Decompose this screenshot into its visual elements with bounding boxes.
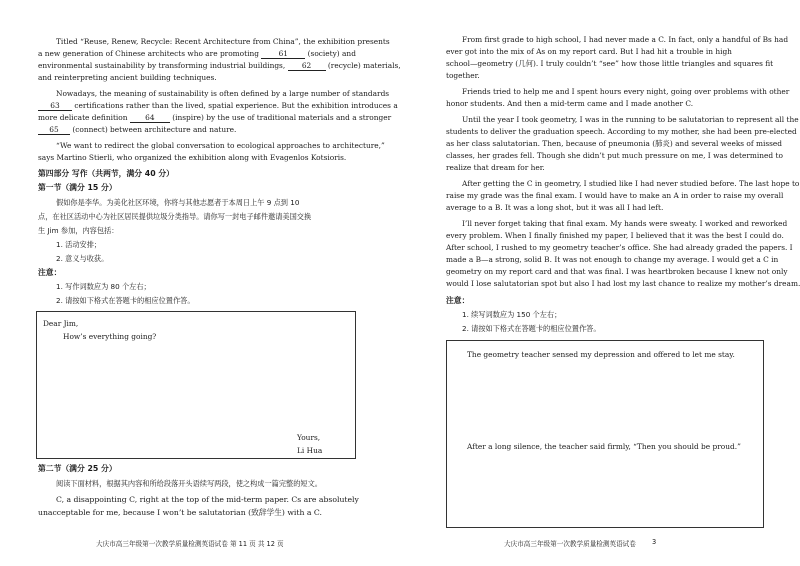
page-footer: 大庆市高三年级第一次教学质量检测英语试卷 第 11 页 共 12 页 <box>96 540 284 548</box>
section-heading: 第一节（满分 15 分） <box>38 183 117 192</box>
passage-line: 65 (connect) between architecture and nature. <box>38 124 236 135</box>
blank-65[interactable]: 65 <box>38 125 70 135</box>
passage-line: a new generation of Chinese architects who are promoting 61 (society) and <box>38 49 356 58</box>
note-item: 2. 请按如下格式在答题卡的相应位置作答。 <box>462 324 601 333</box>
page-footer: 大庆市高三年级第一次教学质量检测英语试卷 <box>504 540 636 548</box>
part-heading: 第四部分 写作（共两节，满分 40 分） <box>38 169 174 178</box>
page-number: 3 <box>652 538 657 546</box>
passage-line: school—geometry (几何). I truly couldn’t “see” how those little triangles and squares fit <box>446 59 774 68</box>
blank-61[interactable]: 61 <box>261 49 305 59</box>
task-line: 阅读下面材料，根据其内容和所给段落开头语续写两段，使之构成一篇完整的短文。 <box>56 479 322 488</box>
passage-line: “We want to redirect the global conversation to ecological approaches to architecture,” <box>56 141 385 150</box>
blank-62[interactable]: 62 <box>288 61 326 71</box>
letter-closing: Yours, <box>297 433 321 442</box>
story-line: C, a disappointing C, right at the top of the mid-term paper. Cs are absolutely <box>56 495 359 504</box>
story-line: unacceptable for me, because I won’t be salutatorian (致辞学生) with a C. <box>38 508 322 517</box>
blank-63[interactable]: 63 <box>38 101 72 111</box>
note-item: 1. 写作词数应为 80 个左右； <box>56 282 151 291</box>
passage-line: together. <box>446 71 480 80</box>
task-line: 假如你是李华。为美化社区环境，你将与其他志愿者于本周日上午 9 点到 10 <box>56 198 300 207</box>
task-item: 1. 活动安排； <box>56 240 102 249</box>
passage-line: 63 certifications rather than the lived, spatial experience. But the exhibition introduces a <box>38 100 398 111</box>
passage-line: Nowadays, the meaning of sustainability is often defined by a large number of standards <box>56 89 390 98</box>
note-item: 2. 请按如下格式在答题卡的相应位置作答。 <box>56 296 195 305</box>
blank-64[interactable]: 64 <box>130 113 170 123</box>
continuation-answer-box[interactable] <box>446 340 764 528</box>
section-heading: 第二节（满分 25 分） <box>38 464 117 473</box>
passage-line: students to deliver the graduation speech. According to my mother, she had been pre-elected <box>446 127 797 136</box>
passage-line: Until the year I took geometry, I was in the running to be salutatorian to represent all the <box>462 115 799 124</box>
passage-line: every problem. When I finally finished my paper, I believed that it was the best I could do. <box>446 231 784 240</box>
letter-signature: Li Hua <box>297 446 323 455</box>
passage-line: as her class salutatorian. Then, because of pneumonia (肺炎) and several weeks of missed <box>446 139 783 148</box>
passage-line: made a B—a strong, solid B. It was not enough to change my average. I would get a C in <box>446 255 779 264</box>
passage-line: and reinterpreting ancient building techniques. <box>38 73 217 82</box>
letter-opening: How’s everything going? <box>63 332 157 341</box>
note-heading: 注意： <box>446 296 470 305</box>
paragraph-starter-1: The geometry teacher sensed my depression and offered to let me stay. <box>467 350 735 359</box>
note-item: 1. 续写词数应为 150 个左右； <box>462 310 562 319</box>
passage-line: classes, her grades fell. Though she didn’t put much pressure on me, I was determined to <box>446 151 783 160</box>
passage-line: Titled “Reuse, Renew, Recycle: Recent Architecture from China”, the exhibition presents <box>56 37 390 46</box>
passage-line: environmental sustainability by transforming industrial buildings, 62 (recycle) materials, <box>38 61 401 70</box>
task-line: 点，在社区活动中心为社区居民提供垃圾分类指导。请你写一封电子邮件邀请美国交换 <box>38 212 312 221</box>
passage-line: geometry on my report card and that was final. I was heartbroken because I knew not only <box>446 267 788 276</box>
passage-line: realize that dream for her. <box>446 163 545 172</box>
passage-line: raise my grade was the final exam. I would have to make an A in order to raise my overall <box>446 191 784 200</box>
task-line: 生 Jim 参加，内容包括： <box>38 226 119 235</box>
passage-line: I’ll never forget taking that final exam. My hands were sweaty. I worked and reworked <box>462 219 788 228</box>
paragraph-starter-2: After a long silence, the teacher said firmly, “Then you should be proud.” <box>467 442 741 451</box>
letter-greeting: Dear Jim, <box>43 319 79 328</box>
task-item: 2. 意义与收获。 <box>56 254 109 263</box>
passage-line: After school, I rushed to my geometry teacher’s office. She had already graded the papers. I <box>446 243 793 252</box>
passage-line: From first grade to high school, I had never made a C. In fact, only a handful of Bs had <box>462 35 789 44</box>
passage-line: ever got into the mix of As on my report card. But I had hit a trouble in high <box>446 47 732 56</box>
passage-line: more delicate definition 64 (inspire) by the use of traditional materials and a stronger <box>38 113 392 122</box>
passage-line: average to a B. It was a long shot, but it was all I had left. <box>446 203 664 212</box>
note-heading: 注意： <box>38 268 62 277</box>
passage-line: honor students. And then a mid-term came and I made another C. <box>446 99 694 108</box>
answer-box[interactable] <box>36 311 356 459</box>
passage-line: says Martino Stierli, who organized the exhibition along with Evagenlos Kotsioris. <box>38 153 347 162</box>
passage-line: After getting the C in geometry, I studied like I had never studied before. The last hope to <box>462 179 800 188</box>
passage-line: Friends tried to help me and I spent hours every night, going over problems with other <box>462 87 790 96</box>
passage-line: would I lose salutatorian spot but also I had lost my last chance to realize my mother’s dream. <box>446 279 800 288</box>
